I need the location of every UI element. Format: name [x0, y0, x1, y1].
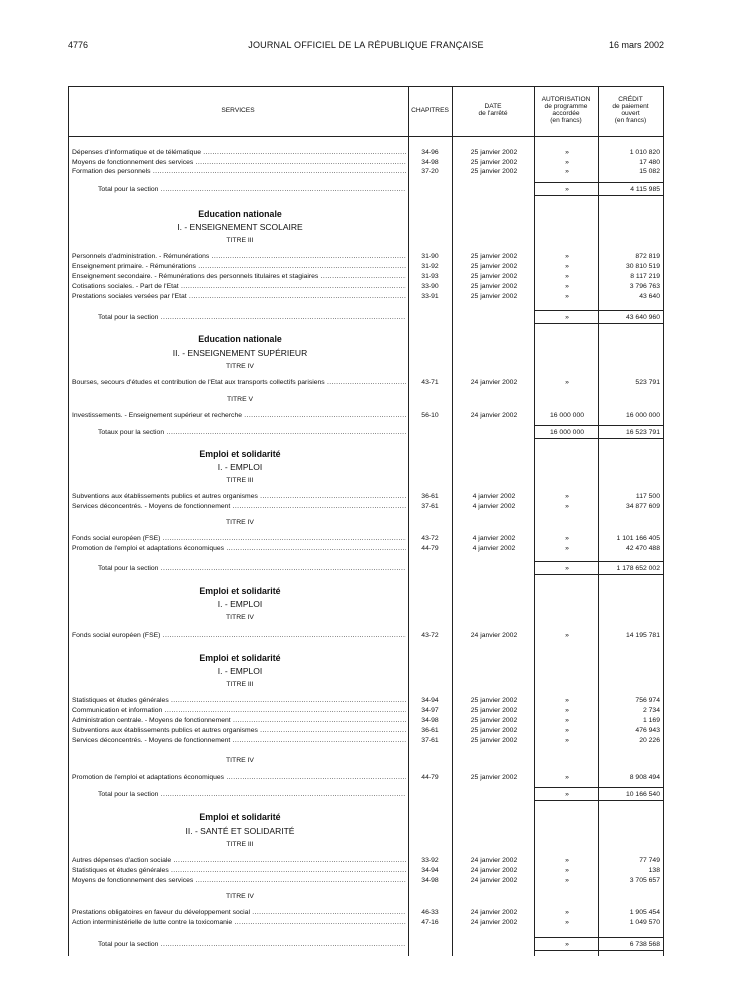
autorisation-cell: »	[565, 877, 569, 884]
credit-cell: 43 640	[639, 293, 660, 300]
autorisation-cell: »	[565, 283, 569, 290]
service-label: Moyens de fonctionnement des services .....	[72, 158, 406, 167]
service-label: Promotion de l'emploi et adaptations économiques .....	[72, 773, 406, 782]
service-label: Enseignement secondaire. - Rémunérations des personnels titulaires et stagiaires .....	[72, 272, 406, 281]
table-border-right	[663, 86, 664, 956]
date-cell: 24 janvier 2002	[470, 379, 518, 386]
chapitre-cell: 44-79	[421, 545, 439, 552]
service-label: Fonds social européen (FSE) .....	[72, 534, 406, 543]
date-cell: 24 janvier 2002	[470, 919, 518, 926]
service-label: Moyens de fonctionnement des services .....	[72, 876, 406, 885]
table-row	[68, 148, 664, 157]
credit-cell: 16 000 000	[625, 412, 660, 419]
chapitre-cell: 34-98	[421, 877, 439, 884]
col-divider-date	[452, 86, 453, 956]
service-label: Promotion de l'emploi et adaptations économiques .....	[72, 544, 406, 553]
ministry-heading: Education nationale	[198, 334, 282, 344]
date-cell: 25 janvier 2002	[470, 263, 518, 270]
credit-cell: 523 791	[635, 379, 660, 386]
credit-cell: 17 480	[639, 159, 660, 166]
chapitre-cell: 34-98	[421, 159, 439, 166]
total-row	[68, 564, 664, 573]
chapitre-cell: 33-91	[421, 293, 439, 300]
col-divider-autorisation	[534, 86, 535, 956]
titre-heading: TITRE III	[226, 841, 254, 848]
credit-cell: 30 810 519	[625, 263, 660, 270]
credit-cell: 8 117 219	[630, 273, 660, 280]
date-cell: 24 janvier 2002	[470, 632, 518, 639]
total-label: Totaux pour la section .....	[98, 428, 406, 437]
total-rule	[534, 561, 664, 562]
total-label: Total pour la section .....	[98, 313, 406, 322]
titre-heading: TITRE IV	[226, 363, 254, 370]
autorisation-cell: »	[565, 253, 569, 260]
chapitre-cell: 37-20	[421, 168, 439, 175]
date-cell: 24 janvier 2002	[470, 909, 518, 916]
section-heading: I. - EMPLOI	[217, 599, 263, 609]
credit-cell: 77 749	[639, 857, 660, 864]
service-label: Services déconcentrés. - Moyens de fonctionnement .....	[72, 502, 406, 511]
date-cell: 24 janvier 2002	[470, 877, 518, 884]
autorisation-cell: »	[565, 263, 569, 270]
service-label: Administration centrale. - Moyens de fonctionnement .....	[72, 716, 406, 725]
service-label: Subventions aux établissements publics et autres organismes .....	[72, 726, 406, 735]
service-label: Dépenses d'informatique et de télématique .....	[72, 148, 406, 157]
autorisation-cell: »	[565, 149, 569, 156]
credit-cell: 1 010 820	[629, 149, 660, 156]
total-rule	[534, 787, 664, 788]
total-rule	[534, 438, 664, 439]
table-border-top	[68, 86, 664, 87]
section-heading: I. - EMPLOI	[217, 462, 263, 472]
section-heading: I. - ENSEIGNEMENT SCOLAIRE	[177, 222, 303, 232]
credit-cell: 1 049 570	[629, 919, 660, 926]
table-row	[68, 726, 664, 735]
autorisation-cell: »	[565, 707, 569, 714]
autorisation-cell: »	[565, 168, 569, 175]
chapitre-cell: 37-61	[421, 503, 439, 510]
autorisation-cell: »	[565, 314, 569, 321]
autorisation-cell: »	[565, 717, 569, 724]
credit-cell: 10 166 540	[625, 791, 660, 798]
titre-heading: TITRE IV	[226, 893, 254, 900]
table-row	[68, 696, 664, 705]
table-row	[68, 534, 664, 543]
autorisation-cell: »	[565, 909, 569, 916]
service-label: Prestations obligatoires en faveur du développement social .....	[72, 908, 406, 917]
titre-heading: TITRE III	[226, 237, 254, 244]
date-cell: 25 janvier 2002	[470, 697, 518, 704]
total-row	[68, 790, 664, 799]
chapitre-cell: 31-93	[421, 273, 439, 280]
total-rule	[534, 800, 664, 801]
credit-cell: 15 082	[639, 168, 660, 175]
chapitre-cell: 31-92	[421, 263, 439, 270]
credit-cell: 4 115 985	[630, 186, 660, 193]
total-row	[68, 940, 664, 949]
autorisation-cell: »	[565, 565, 569, 572]
date-cell: 25 janvier 2002	[470, 283, 518, 290]
credit-cell: 6 738 568	[629, 941, 660, 948]
credit-cell: 20 226	[639, 737, 660, 744]
titre-heading: TITRE V	[226, 396, 254, 403]
date-cell: 25 janvier 2002	[470, 707, 518, 714]
autorisation-cell: »	[565, 737, 569, 744]
table-row	[68, 378, 664, 387]
credit-cell: 14 195 781	[625, 632, 660, 639]
ministry-heading: Education nationale	[198, 209, 282, 219]
table-row	[68, 544, 664, 553]
service-label: Services déconcentrés. - Moyens de fonctionnement .....	[72, 736, 406, 745]
service-label: Fonds social européen (FSE) .....	[72, 631, 406, 640]
service-label: Enseignement primaire. - Rémunérations .....	[72, 262, 406, 271]
table-row	[68, 262, 664, 271]
table-row	[68, 918, 664, 927]
service-label: Personnels d'administration. - Rémunérations .....	[72, 252, 406, 261]
credit-cell: 1 169	[642, 717, 660, 724]
autorisation-cell: »	[565, 159, 569, 166]
total-rule	[534, 323, 664, 324]
table-row	[68, 716, 664, 725]
table-row	[68, 502, 664, 511]
table-row	[68, 252, 664, 261]
credit-cell: 3 705 657	[629, 877, 660, 884]
date-cell: 25 janvier 2002	[470, 293, 518, 300]
credit-cell: 1 905 454	[629, 909, 660, 916]
credit-cell: 117 500	[635, 493, 660, 500]
ministry-heading: Emploi et solidarité	[199, 449, 281, 459]
table-row	[68, 492, 664, 501]
table-row	[68, 411, 664, 420]
credit-cell: 42 470 488	[625, 545, 660, 552]
table-row	[68, 272, 664, 281]
chapitre-cell: 34-94	[421, 697, 439, 704]
autorisation-cell: »	[565, 535, 569, 542]
total-rule	[534, 574, 664, 575]
date-cell: 25 janvier 2002	[470, 253, 518, 260]
date-cell: 25 janvier 2002	[470, 273, 518, 280]
credit-cell: 476 943	[635, 727, 660, 734]
total-row	[68, 428, 664, 437]
credits-table	[68, 86, 664, 956]
chapitre-cell: 36-61	[421, 727, 439, 734]
table-row	[68, 167, 664, 176]
chapitre-cell: 34-94	[421, 867, 439, 874]
autorisation-cell: »	[565, 493, 569, 500]
credit-cell: 34 877 609	[625, 503, 660, 510]
chapitre-cell: 56-10	[421, 412, 439, 419]
date-cell: 24 janvier 2002	[470, 867, 518, 874]
autorisation-cell: »	[565, 867, 569, 874]
table-row	[68, 282, 664, 291]
chapitre-cell: 31-90	[421, 253, 439, 260]
ministry-heading: Emploi et solidarité	[199, 653, 281, 663]
total-label: Total pour la section .....	[98, 185, 406, 194]
titre-heading: TITRE IV	[226, 757, 254, 764]
autorisation-cell: 16 000 000	[549, 429, 585, 436]
table-row	[68, 736, 664, 745]
credit-cell: 1 101 166 405	[616, 535, 660, 542]
service-label: Subventions aux établissements publics et autres organismes .....	[72, 492, 406, 501]
autorisation-cell: »	[565, 774, 569, 781]
service-label: Autres dépenses d'action sociale .....	[72, 856, 406, 865]
chapitre-cell: 33-92	[421, 857, 439, 864]
credit-cell: 138	[648, 867, 660, 874]
date-cell: 25 janvier 2002	[470, 159, 518, 166]
total-rule	[534, 310, 664, 311]
chapitre-cell: 34-98	[421, 717, 439, 724]
service-label: Communication et information .....	[72, 706, 406, 715]
page-number: 4776	[68, 40, 89, 50]
total-row	[68, 313, 664, 322]
date-cell: 24 janvier 2002	[470, 412, 518, 419]
autorisation-cell: »	[565, 791, 569, 798]
chapitre-cell: 46-33	[421, 909, 439, 916]
table-row	[68, 856, 664, 865]
table-row	[68, 292, 664, 301]
header-separator	[68, 136, 664, 137]
titre-heading: TITRE III	[226, 681, 254, 688]
credit-cell: 1 178 652 002	[616, 565, 660, 572]
autorisation-cell: »	[565, 632, 569, 639]
ministry-heading: Emploi et solidarité	[199, 586, 281, 596]
date-cell: 4 janvier 2002	[472, 503, 516, 510]
date-cell: 25 janvier 2002	[470, 168, 518, 175]
credit-cell: 43 640 960	[625, 314, 660, 321]
autorisation-cell: »	[565, 941, 569, 948]
total-rule	[534, 950, 664, 951]
credit-cell: 756 974	[635, 697, 660, 704]
total-rule	[534, 195, 664, 196]
col-header-services: SERVICES	[221, 107, 255, 114]
chapitre-cell: 34-97	[421, 707, 439, 714]
section-heading: I. - EMPLOI	[217, 666, 263, 676]
chapitre-cell: 43-72	[421, 535, 439, 542]
total-label: Total pour la section .....	[98, 564, 406, 573]
date-cell: 25 janvier 2002	[470, 727, 518, 734]
col-divider-credit	[598, 86, 599, 956]
total-rule	[534, 937, 664, 938]
date-cell: 25 janvier 2002	[470, 149, 518, 156]
autorisation-cell: »	[565, 273, 569, 280]
col-header-credit: CRÉDIT de paiement ouvert (en francs)	[612, 96, 649, 124]
date-cell: 4 janvier 2002	[472, 493, 516, 500]
autorisation-cell: »	[565, 697, 569, 704]
total-label: Total pour la section .....	[98, 790, 406, 799]
autorisation-cell: »	[565, 503, 569, 510]
service-label: Statistiques et études générales .....	[72, 696, 406, 705]
autorisation-cell: »	[565, 545, 569, 552]
chapitre-cell: 36-61	[421, 493, 439, 500]
chapitre-cell: 43-71	[421, 379, 439, 386]
table-row	[68, 706, 664, 715]
chapitre-cell: 34-96	[421, 149, 439, 156]
chapitre-cell: 37-61	[421, 737, 439, 744]
autorisation-cell: »	[565, 727, 569, 734]
date-cell: 4 janvier 2002	[472, 535, 516, 542]
autorisation-cell: »	[565, 857, 569, 864]
titre-heading: TITRE IV	[226, 519, 254, 526]
table-row	[68, 876, 664, 885]
chapitre-cell: 33-90	[421, 283, 439, 290]
table-row	[68, 631, 664, 640]
chapitre-cell: 44-79	[421, 774, 439, 781]
service-label: Formation des personnels .....	[72, 167, 406, 176]
service-label: Cotisations sociales. - Part de l'Etat .....	[72, 282, 406, 291]
titre-heading: TITRE IV	[226, 614, 254, 621]
date-cell: 25 janvier 2002	[470, 774, 518, 781]
section-heading: II. - SANTÉ ET SOLIDARITÉ	[185, 826, 295, 836]
chapitre-cell: 47-16	[421, 919, 439, 926]
table-row	[68, 773, 664, 782]
chapitre-cell: 43-72	[421, 632, 439, 639]
date-cell: 24 janvier 2002	[470, 857, 518, 864]
date-cell: 4 janvier 2002	[472, 545, 516, 552]
table-row	[68, 866, 664, 875]
total-label: Total pour la section .....	[98, 940, 406, 949]
date-cell: 25 janvier 2002	[470, 717, 518, 724]
credit-cell: 3 796 763	[629, 283, 660, 290]
autorisation-cell: »	[565, 379, 569, 386]
service-label: Action interministérielle de lutte contre la toxicomanie .....	[72, 918, 406, 927]
page-header	[68, 40, 664, 54]
autorisation-cell: 16 000 000	[549, 412, 585, 419]
credit-cell: 8 908 494	[629, 774, 660, 781]
credit-cell: 2 734	[642, 707, 660, 714]
table-row	[68, 908, 664, 917]
date-cell: 25 janvier 2002	[470, 737, 518, 744]
titre-heading: TITRE III	[226, 477, 254, 484]
total-rule	[534, 182, 664, 183]
credit-cell: 872 819	[635, 253, 660, 260]
total-rule	[534, 425, 664, 426]
service-label: Investissements. - Enseignement supérieur et recherche .....	[72, 411, 406, 420]
service-label: Statistiques et études générales .....	[72, 866, 406, 875]
col-header-date: DATE de l'arrêté	[478, 103, 508, 117]
autorisation-cell: »	[565, 919, 569, 926]
journal-title: JOURNAL OFFICIEL DE LA RÉPUBLIQUE FRANÇAISE	[248, 40, 484, 50]
service-label: Bourses, secours d'études et contribution de l'Etat aux transports collectifs parisiens .....	[72, 378, 406, 387]
issue-date: 16 mars 2002	[608, 40, 664, 50]
ministry-heading: Emploi et solidarité	[199, 812, 281, 822]
total-row	[68, 185, 664, 194]
col-header-chapitres: CHAPITRES	[411, 107, 449, 114]
autorisation-cell: »	[565, 293, 569, 300]
service-label: Prestations sociales versées par l'Etat .....	[72, 292, 406, 301]
credit-cell: 16 523 791	[625, 429, 660, 436]
section-heading: II. - ENSEIGNEMENT SUPÉRIEUR	[172, 348, 308, 358]
col-header-autorisation: AUTORISATION de programme accordée (en francs)	[541, 96, 591, 124]
table-row	[68, 158, 664, 167]
autorisation-cell: »	[565, 186, 569, 193]
